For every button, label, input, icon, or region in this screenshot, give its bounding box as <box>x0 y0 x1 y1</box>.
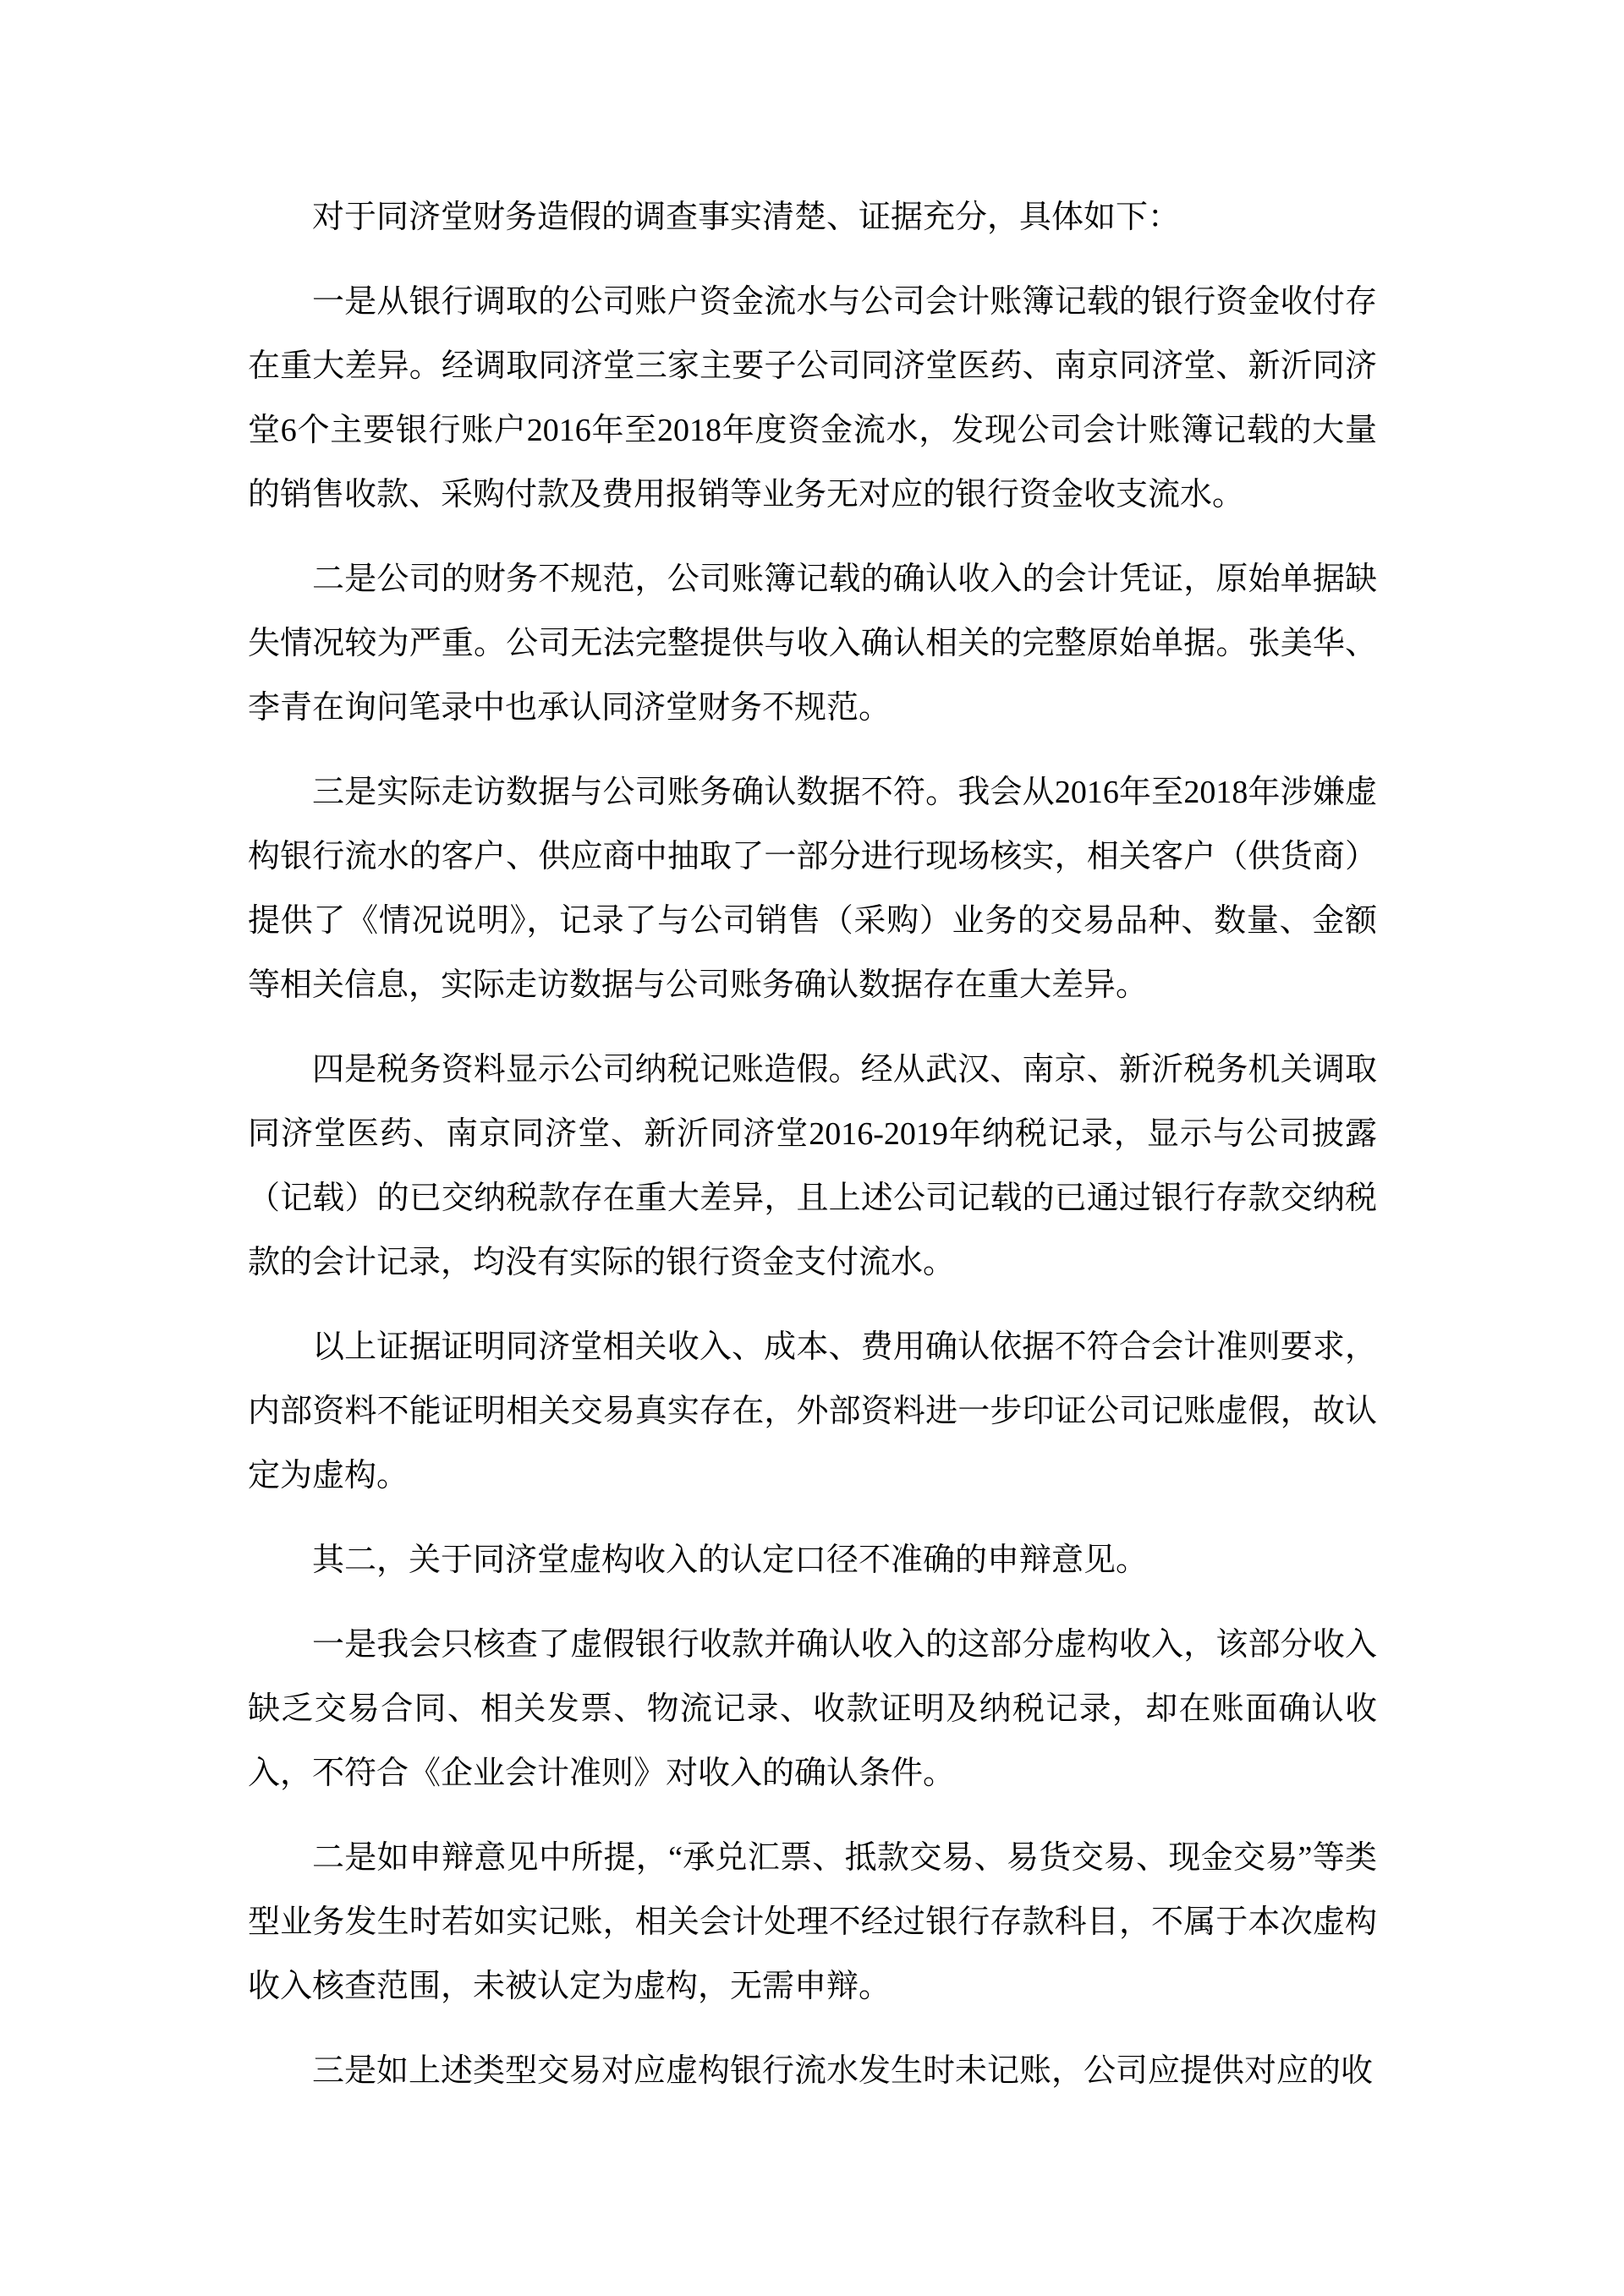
paragraph-evidence-conclusion: 以上证据证明同济堂相关收入、成本、费用确认依据不符合会计准则要求，内部资料不能证明相关交易真实存在，外部资料进一步印证公司记账虚假，故认定为虚构。 <box>248 1329 1377 1493</box>
paragraph-point4-tax-records: 四是税务资料显示公司纳税记账造假。经从武汉、南京、新沂税务机关调取同济堂医药、南京同济堂、新沂同济堂2016-2019年纳税记录，显示与公司披露（记载）的已交纳税款存在重大差异，且上述公司记载的已通过银行存款交纳税款的会计记录，均没有实际的银行资金支付流水。 <box>248 1052 1377 1280</box>
paragraph-point3-site-visit-data: 三是实际走访数据与公司账务确认数据不符。我会从2016年至2018年涉嫌虚构银行流水的客户、供应商中抽取了一部分进行现场核实，相关客户（供货商）提供了《情况说明》，记录了与公司销售（采购）业务的交易品种、数量、金额等相关信息，实际走访数据与公司账务确认数据存在重大差异。 <box>248 775 1377 1003</box>
paragraph-intro-facts-clear: 对于同济堂财务造假的调查事实清楚、证据充分，具体如下： <box>312 200 1181 235</box>
paragraph-defense-point1-fake-receipts: 一是我会只核查了虚假银行收款并确认收入的这部分虚构收入，该部分收入缺乏交易合同、相关发票、物流记录、收款证明及纳税记录，却在账面确认收入，不符合《企业会计准则》对收入的确认条件。 <box>248 1627 1377 1791</box>
paragraph-defense-point3-unrecorded: 三是如上述类型交易对应虚构银行流水发生时未记账，公司应提供对应的收 <box>312 2053 1374 2089</box>
paragraph-point2-irregular-finance: 二是公司的财务不规范，公司账簿记载的确认收入的会计凭证，原始单据缺失情况较为严重。公司无法完整提供与收入确认相关的完整原始单据。张美华、李青在询问笔录中也承认同济堂财务不规范。 <box>248 562 1377 726</box>
paragraph-defense-point2-transaction-types: 二是如申辩意见中所提，“承兑汇票、抵款交易、易货交易、现金交易”等类型业务发生时若如实记账，相关会计处理不经过银行存款科目，不属于本次虚构收入核查范围，未被认定为虚构，无需申辩。 <box>248 1840 1377 2004</box>
paragraph-second-defense-opinion: 其二，关于同济堂虚构收入的认定口径不准确的申辩意见。 <box>312 1543 1149 1578</box>
paragraph-point1-bank-flow-discrepancy: 一是从银行调取的公司账户资金流水与公司会计账簿记载的银行资金收付存在重大差异。经调取同济堂三家主要子公司同济堂医药、南京同济堂、新沂同济堂6个主要银行账户2016年至2018年度资金流水，发现公司会计账簿记载的大量的销售收款、采购付款及费用报销等业务无对应的银行资金收支流水。 <box>248 284 1377 512</box>
